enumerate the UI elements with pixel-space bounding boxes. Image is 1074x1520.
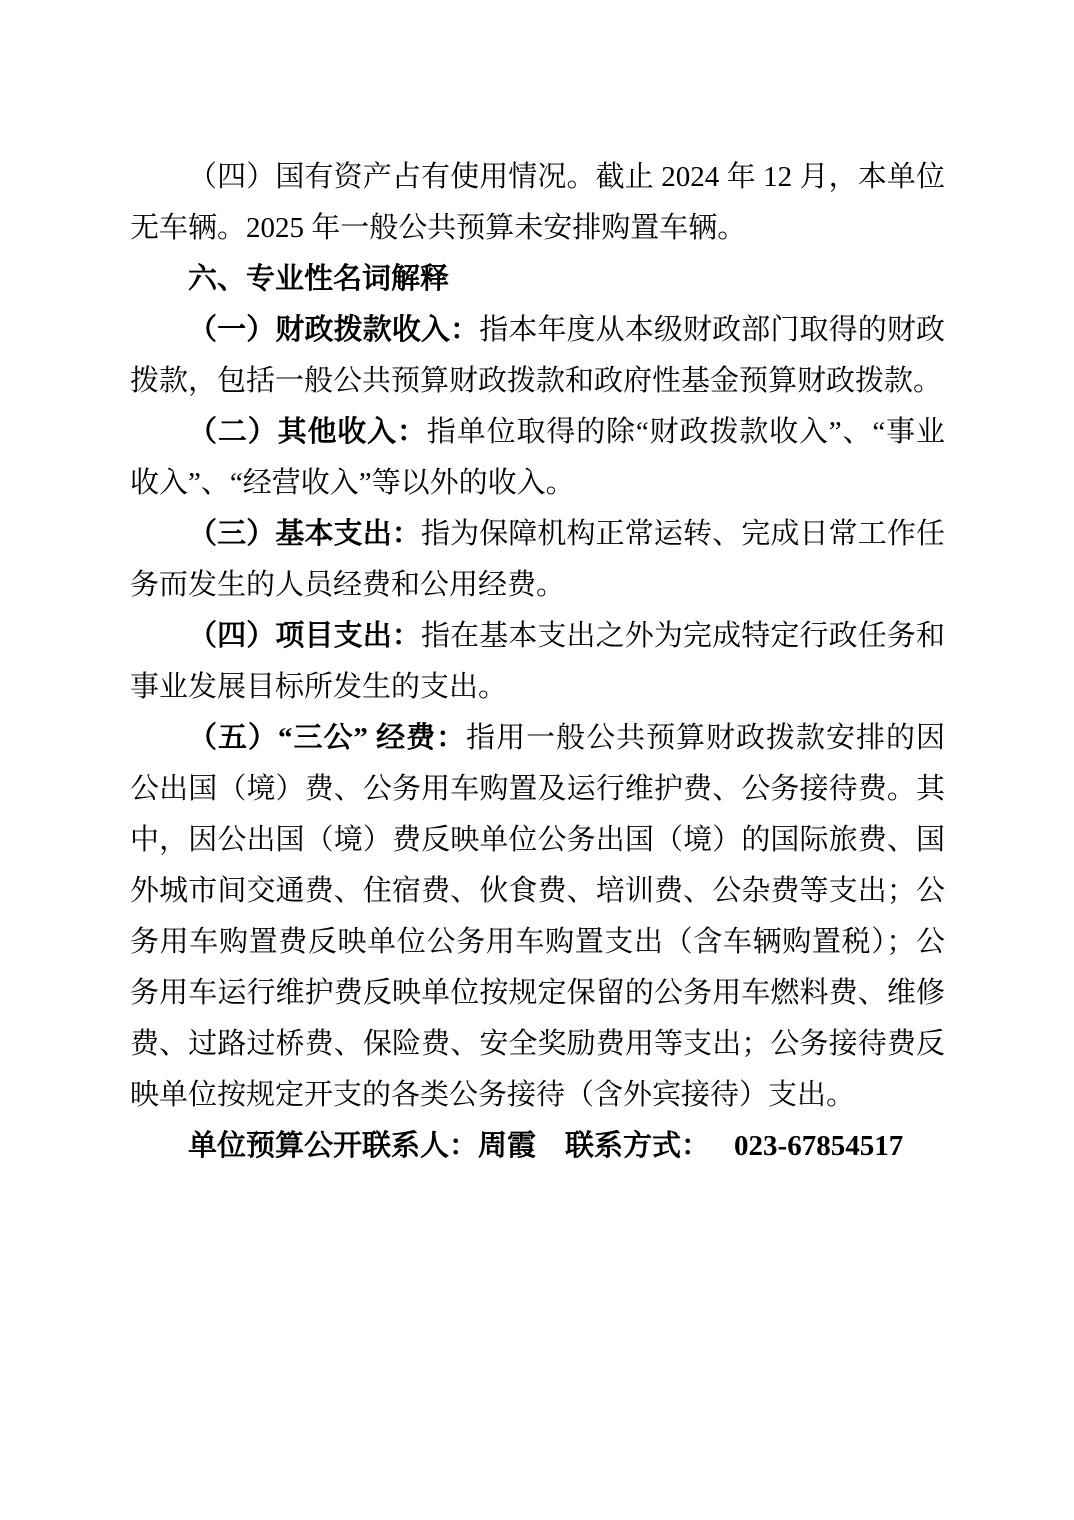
contact-person-label: 单位预算公开联系人： — [188, 1130, 479, 1162]
term-paragraph-other-income — [130, 407, 945, 509]
section-heading-terms: 六、专业性名词解释 — [188, 263, 450, 295]
contact-line — [130, 1121, 945, 1172]
term-paragraph-fiscal-appropriation-income — [130, 305, 945, 407]
term-body: 指为保障机构正常运转、完成日常工作任务而发生的人员经费和公用经费。 — [130, 518, 945, 601]
term-paragraph-basic-expenditure — [130, 509, 945, 611]
term-body: 指在基本支出之外为完成特定行政任务和事业发展目标所发生的支出。 — [130, 620, 945, 703]
paragraph-asset-usage-lead: （四）国有资产占有使用情况。 — [188, 161, 596, 193]
term-paragraph-three-public-funds — [130, 713, 945, 1121]
term-lead: （五）“三公” 经费： — [188, 722, 467, 754]
term-lead: （一）财政拨款收入： — [188, 314, 480, 346]
paragraph-asset-usage-body: 截止 2024 年 12 月，本单位无车辆。2025 年一般公共预算未安排购置车辆。 — [130, 161, 945, 244]
contact-method-label: 联系方式： — [565, 1130, 711, 1162]
term-lead: （二）其他收入： — [188, 416, 427, 448]
term-body: 指用一般公共预算财政拨款安排的因公出国（境）费、公务用车购置及运行维护费、公务接待费。其中，因公出国（境）费反映单位公务出国（境）的国际旅费、国外城市间交通费、住宿费、伙食费、培训费、公杂费等支出；公务用车购置费反映单位公务用车购置支出（含车辆购置税）；公务用车运行维护费反映单位按规定保留的公务用车燃料费、维修费、过路过桥费、保险费、安全奖励费用等支出；公务接待费反映单位按规定开支的各类公务接待（含外宾接待）支出。 — [130, 722, 945, 1111]
document-body — [130, 152, 945, 1172]
term-body: 指本年度从本级财政部门取得的财政拨款，包括一般公共预算财政拨款和政府性基金预算财政拨款。 — [130, 314, 945, 397]
contact-phone: 023-67854517 — [734, 1130, 904, 1162]
term-lead: （三）基本支出： — [188, 518, 421, 550]
contact-person-name: 周霞 — [478, 1130, 537, 1162]
term-paragraph-project-expenditure — [130, 611, 945, 713]
term-lead: （四）项目支出： — [188, 620, 421, 652]
term-body: 指单位取得的除“财政拨款收入”、“事业收入”、“经营收入”等以外的收入。 — [130, 416, 945, 499]
paragraph-asset-usage — [130, 152, 945, 254]
